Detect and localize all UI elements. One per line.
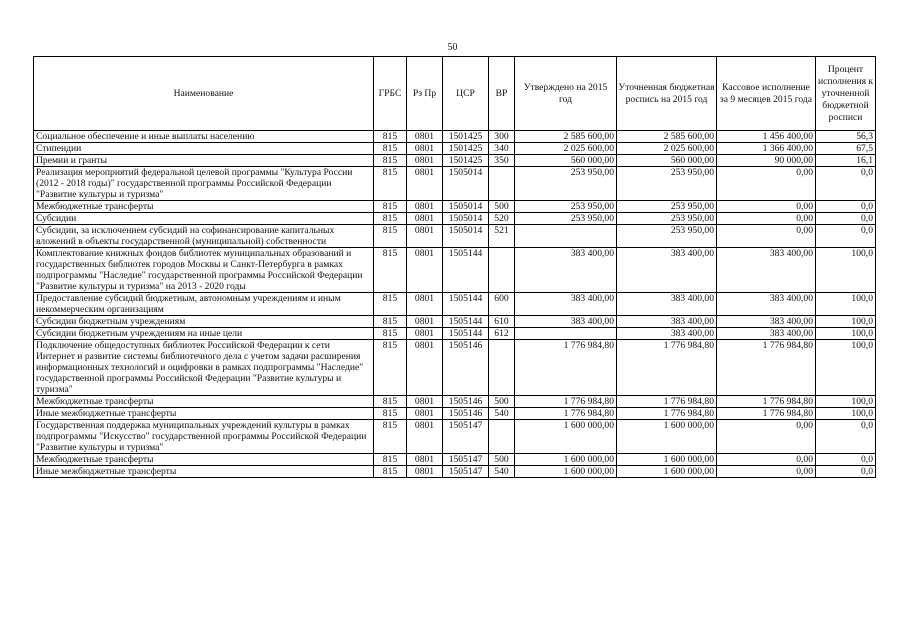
row-csr-cell: 1505147: [443, 420, 489, 454]
row-cash-cell: 0,00: [717, 454, 816, 466]
row-refined-cell: 253 950,00: [617, 167, 717, 201]
table-row: [34, 225, 876, 248]
row-percent-cell: 0,0: [816, 213, 876, 225]
row-name-cell: Иные межбюджетные трансферты: [34, 408, 374, 420]
row-percent-cell: 100,0: [816, 408, 876, 420]
row-approved-cell: 253 950,00: [515, 167, 617, 201]
header-name: Наименование: [34, 57, 374, 131]
row-name-cell: Субсидии: [34, 213, 374, 225]
page-number: 50: [447, 42, 458, 53]
row-csr-cell: 1505144: [443, 316, 489, 328]
row-csr-cell: 1505144: [443, 248, 489, 293]
row-approved-cell: 253 950,00: [515, 201, 617, 213]
row-refined-cell: 1 776 984,80: [617, 408, 717, 420]
row-csr-cell: 1501425: [443, 131, 489, 143]
row-rzpr-cell: 0801: [407, 454, 443, 466]
row-grbs-cell: 815: [374, 155, 407, 167]
row-cash-cell: 1 776 984,80: [717, 396, 816, 408]
header-csr: ЦСР: [443, 57, 489, 131]
row-grbs-cell: 815: [374, 248, 407, 293]
row-approved-cell: 1 600 000,00: [515, 454, 617, 466]
row-percent-cell: 56,3: [816, 131, 876, 143]
row-vr-cell: 500: [489, 201, 515, 213]
row-approved-cell: [515, 328, 617, 340]
row-vr-cell: 500: [489, 454, 515, 466]
header-vr: ВР: [489, 57, 515, 131]
row-rzpr-cell: 0801: [407, 420, 443, 454]
row-vr-cell: [489, 420, 515, 454]
row-vr-cell: 350: [489, 155, 515, 167]
row-percent-cell: 0,0: [816, 167, 876, 201]
row-name-cell: Стипендии: [34, 143, 374, 155]
row-cash-cell: 0,00: [717, 201, 816, 213]
table-row: [34, 293, 876, 316]
row-percent-cell: 100,0: [816, 396, 876, 408]
row-csr-cell: 1505014: [443, 201, 489, 213]
table-row: [34, 328, 876, 340]
row-vr-cell: 500: [489, 396, 515, 408]
row-refined-cell: 1 776 984,80: [617, 340, 717, 396]
row-name-cell: Иные межбюджетные трансферты: [34, 466, 374, 478]
row-grbs-cell: 815: [374, 420, 407, 454]
row-grbs-cell: 815: [374, 201, 407, 213]
row-name-cell: Субсидии, за исключением субсидий на софинансирование капитальных вложений в объекты государственной (муниципальной) собственности: [34, 225, 374, 248]
row-grbs-cell: 815: [374, 340, 407, 396]
row-vr-cell: 600: [489, 293, 515, 316]
header-refined: Уточненная бюджетная роспись на 2015 год: [617, 57, 717, 131]
row-rzpr-cell: 0801: [407, 396, 443, 408]
row-refined-cell: 2 025 600,00: [617, 143, 717, 155]
row-vr-cell: 610: [489, 316, 515, 328]
row-cash-cell: 383 400,00: [717, 328, 816, 340]
header-approved: Утверждено на 2015 год: [515, 57, 617, 131]
row-approved-cell: 383 400,00: [515, 248, 617, 293]
row-approved-cell: 2 585 600,00: [515, 131, 617, 143]
row-percent-cell: 100,0: [816, 328, 876, 340]
header-row: [34, 57, 876, 131]
row-cash-cell: 90 000,00: [717, 155, 816, 167]
row-rzpr-cell: 0801: [407, 167, 443, 201]
row-grbs-cell: 815: [374, 408, 407, 420]
row-rzpr-cell: 0801: [407, 225, 443, 248]
row-name-cell: Предоставление субсидий бюджетным, автономным учреждениям и иным некоммерческим организациям: [34, 293, 374, 316]
row-csr-cell: 1505147: [443, 466, 489, 478]
row-csr-cell: 1505014: [443, 167, 489, 201]
row-grbs-cell: 815: [374, 213, 407, 225]
row-vr-cell: [489, 340, 515, 396]
row-percent-cell: 100,0: [816, 316, 876, 328]
row-grbs-cell: 815: [374, 131, 407, 143]
row-csr-cell: 1505147: [443, 454, 489, 466]
table-row: [34, 454, 876, 466]
table-row: [34, 420, 876, 454]
row-refined-cell: 383 400,00: [617, 293, 717, 316]
row-grbs-cell: 815: [374, 225, 407, 248]
row-cash-cell: 1 456 400,00: [717, 131, 816, 143]
row-percent-cell: 0,0: [816, 454, 876, 466]
row-percent-cell: 0,0: [816, 201, 876, 213]
row-cash-cell: 0,00: [717, 466, 816, 478]
row-vr-cell: 521: [489, 225, 515, 248]
row-percent-cell: 100,0: [816, 248, 876, 293]
row-name-cell: Подключение общедоступных библиотек Российской Федерации к сети Интернет и развитие системы библиотечного дела с учетом задачи расширения информационных технологий и оцифровки в рамках подпрограммы "Наследие" государственной программы Российской Федерации "Развитие культуры и туризма": [34, 340, 374, 396]
row-csr-cell: 1505146: [443, 340, 489, 396]
row-refined-cell: 1 600 000,00: [617, 420, 717, 454]
table-row: [34, 316, 876, 328]
row-csr-cell: 1505014: [443, 213, 489, 225]
table-row: [34, 396, 876, 408]
row-cash-cell: 1 776 984,80: [717, 408, 816, 420]
row-grbs-cell: 815: [374, 396, 407, 408]
row-rzpr-cell: 0801: [407, 328, 443, 340]
row-rzpr-cell: 0801: [407, 466, 443, 478]
row-refined-cell: 383 400,00: [617, 328, 717, 340]
row-vr-cell: [489, 167, 515, 201]
row-rzpr-cell: 0801: [407, 155, 443, 167]
budget-table: [33, 56, 876, 478]
row-cash-cell: 1 366 400,00: [717, 143, 816, 155]
row-cash-cell: 1 776 984,80: [717, 340, 816, 396]
row-cash-cell: 383 400,00: [717, 293, 816, 316]
row-percent-cell: 0,0: [816, 420, 876, 454]
row-csr-cell: 1505146: [443, 396, 489, 408]
row-cash-cell: 383 400,00: [717, 248, 816, 293]
row-vr-cell: 540: [489, 408, 515, 420]
table-body: [34, 131, 876, 478]
row-name-cell: Комплектование книжных фондов библиотек муниципальных образований и государственных библиотек городов Москвы и Санкт-Петербурга в рамках подпрограммы "Наследие" государственной программы Российской Федерации "Развитие культуры и туризма" на 2013 - 2020 годы: [34, 248, 374, 293]
row-refined-cell: 1 600 000,00: [617, 454, 717, 466]
row-grbs-cell: 815: [374, 454, 407, 466]
row-rzpr-cell: 0801: [407, 131, 443, 143]
row-name-cell: Премии и гранты: [34, 155, 374, 167]
row-cash-cell: 0,00: [717, 225, 816, 248]
row-name-cell: Субсидии бюджетным учреждениям: [34, 316, 374, 328]
row-name-cell: Межбюджетные трансферты: [34, 454, 374, 466]
row-grbs-cell: 815: [374, 143, 407, 155]
row-percent-cell: 0,0: [816, 466, 876, 478]
row-cash-cell: 0,00: [717, 420, 816, 454]
row-approved-cell: 1 776 984,80: [515, 408, 617, 420]
row-approved-cell: [515, 225, 617, 248]
row-percent-cell: 100,0: [816, 293, 876, 316]
row-csr-cell: 1505146: [443, 408, 489, 420]
row-name-cell: Государственная поддержка муниципальных учреждений культуры в рамках подпрограммы "Искусство" государственной программы Российской Федерации "Развитие культуры и туризма": [34, 420, 374, 454]
table-row: [34, 143, 876, 155]
row-name-cell: Реализация мероприятий федеральной целевой программы "Культура России (2012 - 2018 годы)" государственной программы Российской Федерации "Развитие культуры и туризма": [34, 167, 374, 201]
row-approved-cell: 2 025 600,00: [515, 143, 617, 155]
row-grbs-cell: 815: [374, 167, 407, 201]
header-rzpr: Рз Пр: [407, 57, 443, 131]
table-row: [34, 248, 876, 293]
row-rzpr-cell: 0801: [407, 201, 443, 213]
row-approved-cell: 1 600 000,00: [515, 466, 617, 478]
row-vr-cell: [489, 248, 515, 293]
row-rzpr-cell: 0801: [407, 143, 443, 155]
row-refined-cell: 1 776 984,80: [617, 396, 717, 408]
row-approved-cell: 253 950,00: [515, 213, 617, 225]
row-vr-cell: 340: [489, 143, 515, 155]
row-name-cell: Межбюджетные трансферты: [34, 396, 374, 408]
row-approved-cell: 383 400,00: [515, 293, 617, 316]
row-rzpr-cell: 0801: [407, 340, 443, 396]
row-csr-cell: 1505144: [443, 293, 489, 316]
row-cash-cell: 0,00: [717, 213, 816, 225]
row-vr-cell: 540: [489, 466, 515, 478]
row-rzpr-cell: 0801: [407, 408, 443, 420]
row-vr-cell: 300: [489, 131, 515, 143]
row-approved-cell: 560 000,00: [515, 155, 617, 167]
row-rzpr-cell: 0801: [407, 293, 443, 316]
row-rzpr-cell: 0801: [407, 316, 443, 328]
row-cash-cell: 0,00: [717, 167, 816, 201]
row-rzpr-cell: 0801: [407, 213, 443, 225]
row-csr-cell: 1501425: [443, 143, 489, 155]
table-row: [34, 131, 876, 143]
row-percent-cell: 0,0: [816, 225, 876, 248]
row-name-cell: Социальное обеспечение и иные выплаты населению: [34, 131, 374, 143]
table-row: [34, 408, 876, 420]
row-refined-cell: 1 600 000,00: [617, 466, 717, 478]
row-approved-cell: 1 776 984,80: [515, 396, 617, 408]
row-vr-cell: 520: [489, 213, 515, 225]
row-cash-cell: 383 400,00: [717, 316, 816, 328]
row-vr-cell: 612: [489, 328, 515, 340]
table-row: [34, 201, 876, 213]
row-name-cell: Субсидии бюджетным учреждениям на иные цели: [34, 328, 374, 340]
table-row: [34, 340, 876, 396]
row-refined-cell: 253 950,00: [617, 201, 717, 213]
table-row: [34, 167, 876, 201]
row-refined-cell: 253 950,00: [617, 213, 717, 225]
row-name-cell: Межбюджетные трансферты: [34, 201, 374, 213]
row-percent-cell: 100,0: [816, 340, 876, 396]
table-row: [34, 213, 876, 225]
row-refined-cell: 383 400,00: [617, 248, 717, 293]
table-row: [34, 155, 876, 167]
header-cash: Кассовое исполнение за 9 месяцев 2015 года: [717, 57, 816, 131]
row-csr-cell: 1505014: [443, 225, 489, 248]
row-refined-cell: 560 000,00: [617, 155, 717, 167]
row-approved-cell: 1 776 984,80: [515, 340, 617, 396]
row-refined-cell: 2 585 600,00: [617, 131, 717, 143]
row-csr-cell: 1505144: [443, 328, 489, 340]
header-grbs: ГРБС: [374, 57, 407, 131]
row-grbs-cell: 815: [374, 316, 407, 328]
row-grbs-cell: 815: [374, 328, 407, 340]
row-approved-cell: 1 600 000,00: [515, 420, 617, 454]
row-rzpr-cell: 0801: [407, 248, 443, 293]
row-approved-cell: 383 400,00: [515, 316, 617, 328]
table-row: [34, 466, 876, 478]
row-refined-cell: 383 400,00: [617, 316, 717, 328]
row-refined-cell: 253 950,00: [617, 225, 717, 248]
row-grbs-cell: 815: [374, 466, 407, 478]
header-percent: Процент исполнения к уточненной бюджетной росписи: [816, 57, 876, 131]
row-percent-cell: 16,1: [816, 155, 876, 167]
row-percent-cell: 67,5: [816, 143, 876, 155]
row-csr-cell: 1501425: [443, 155, 489, 167]
row-grbs-cell: 815: [374, 293, 407, 316]
